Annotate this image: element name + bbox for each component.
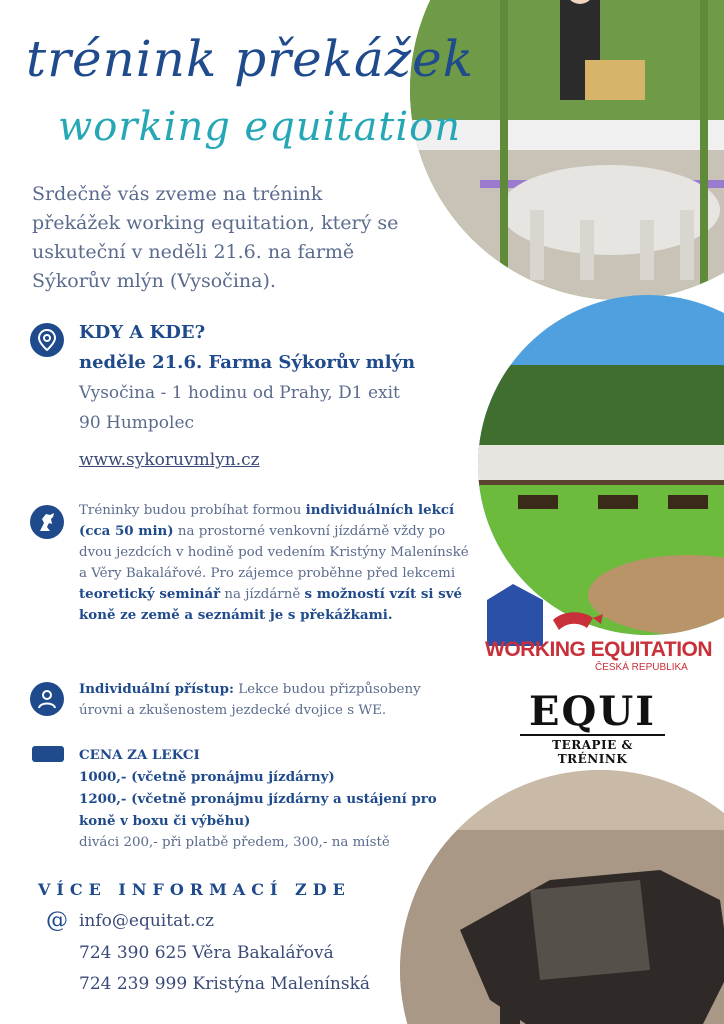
we-logo-subtext: ČESKÁ REPUBLIKA: [595, 662, 688, 673]
title-line-2: working equitation: [58, 104, 462, 150]
photo-obstacle-art: [400, 770, 724, 1024]
individual-text: Lekce budou přizpůsobeny úrovni a zkušenostem jezdecké dvojice s WE.: [79, 682, 421, 718]
when-where-date: neděle 21.6. Farma Sýkorův mlýn: [79, 352, 416, 373]
person-icon: [30, 682, 64, 716]
at-icon: @: [46, 908, 68, 933]
contact-phone-2[interactable]: 724 239 999 Kristýna Malenínská: [79, 974, 371, 994]
when-where-section: [79, 318, 419, 470]
training-bold-3: s možností vzít si své koně ze země a seznámit je s překážkami.: [79, 586, 463, 623]
training-paragraph: [79, 500, 469, 626]
training-bold-1: individuálních lekcí (cca 50 min): [79, 502, 455, 539]
location-pin-icon: [30, 323, 64, 357]
horse-icon: [30, 505, 64, 539]
price-section: [79, 744, 439, 854]
photo-obstacle-bull: [400, 770, 724, 1024]
training-text-3: na jízdárně: [220, 587, 305, 602]
individual-bold: Individuální přístup:: [79, 681, 234, 697]
intro-text: Srdečně vás zveme na trénink překážek working equitation, který se uskuteční v neděli 21.6. na farmě Sýkorův mlýn (Vysočina).: [32, 183, 399, 292]
price-line-3: diváci 200,- při platbě předem, 300,- na místě: [79, 835, 390, 850]
contact-phone-1[interactable]: 724 390 625 Věra Bakalářová: [79, 943, 334, 963]
website-link[interactable]: www.sykoruvmlyn.cz: [79, 450, 260, 470]
more-info-heading: VÍCE INFORMACÍ ZDE: [38, 880, 351, 899]
when-where-heading: KDY A KDE?: [79, 322, 206, 343]
when-where-location: Vysočina - 1 hodinu od Prahy, D1 exit 90 Humpolec: [79, 383, 400, 433]
equi-logo: [520, 688, 665, 766]
equi-logo-word: EQUI: [529, 688, 656, 735]
working-equitation-logo: [483, 580, 713, 673]
training-bold-2: teoretický seminář: [79, 586, 221, 602]
price-line-2: 1200,- (včetně pronájmu jízdárny a ustájení pro koně v boxu či výběhu): [79, 791, 437, 829]
we-logo-text: WORKING EQUITATION: [485, 638, 713, 661]
title-line-1: trénink překážek: [26, 30, 475, 88]
training-text-2: na prostorné venkovní jízdárně vždy po dvou jezdcích v hodině pod vedením Kristýny Malenínské a Věry Bakalářové. Pro zájemce proběhne před lekcemi: [79, 524, 469, 581]
contact-email[interactable]: info@equitat.cz: [79, 911, 214, 931]
price-line-1: 1000,- (včetně pronájmu jízdárny): [79, 769, 335, 785]
individual-paragraph: [79, 679, 449, 721]
equi-logo-sub: TERAPIE & TRÉNINK: [520, 734, 665, 766]
ticket-icon: [32, 746, 64, 762]
training-text-1: Tréninky budou probíhat formou: [79, 503, 306, 518]
price-heading: CENA ZA LEKCI: [79, 747, 200, 763]
